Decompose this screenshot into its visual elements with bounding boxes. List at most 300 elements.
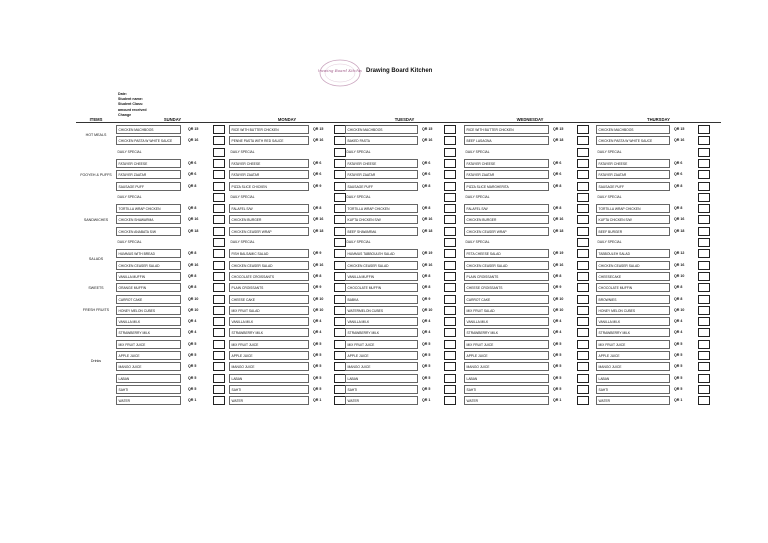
menu-item-name: APPLE JUICE (345, 351, 418, 360)
day-header-thursday (596, 117, 721, 123)
page-title: Drawing Board Kitchen (366, 68, 433, 74)
order-checkbox[interactable] (213, 204, 225, 213)
menu-item-name: MIX FRUIT JUICE (229, 340, 309, 349)
order-checkbox[interactable] (213, 317, 225, 326)
order-checkbox[interactable] (577, 170, 589, 179)
menu-item-name: SAUSAGE PUFF (345, 182, 418, 191)
menu-item-name: CHICKEN CEASER SALAD (229, 261, 309, 270)
menu-item-name: KUFTA CHICKEN S/W (596, 215, 670, 224)
order-checkbox[interactable] (444, 227, 456, 236)
order-checkbox[interactable] (444, 396, 456, 405)
menu-item-price: QR 8 (674, 285, 683, 290)
menu-item-price: QR 16 (553, 217, 564, 222)
menu-item-name: CHEESE CROISSANTS (464, 283, 549, 292)
order-checkbox[interactable] (444, 295, 456, 304)
menu-item-name: WATER (345, 396, 418, 405)
order-checkbox[interactable] (698, 385, 710, 394)
category-label: SANDWICHES (83, 217, 109, 222)
order-checkbox[interactable] (577, 193, 589, 202)
menu-item-name: CHICKEN PASTA W WHITE SAUCE (596, 136, 670, 145)
menu-item-name: STRAWBERRY MILK (345, 328, 418, 337)
daily-special-label: DAILY SPECIAL (346, 240, 371, 244)
menu-item-price: QR 15 (422, 127, 433, 131)
menu-item-name: MIX FRUIT SALAD (229, 306, 309, 315)
menu-item-price: QR 18 (188, 228, 199, 233)
menu-item-price: QR 6 (674, 172, 683, 177)
menu-item-price: QR 16 (313, 138, 324, 143)
menu-item-price: QR 8 (313, 273, 322, 278)
menu-item-price: QR 6 (553, 172, 562, 177)
order-checkbox[interactable] (213, 351, 225, 360)
menu-item-price: QR 19 (553, 251, 564, 256)
menu-item-name: CHEESE CAKE (229, 295, 309, 304)
order-checkbox[interactable] (444, 148, 456, 157)
menu-item-name: CHEESECAKE (596, 272, 670, 281)
menu-item-name: FALAFEL S/W (229, 204, 309, 213)
menu-item-price: QR 16 (422, 217, 433, 222)
menu-item-price: QR 5 (188, 364, 197, 369)
order-checkbox[interactable] (577, 385, 589, 394)
menu-item-name: CHICKEN BURGER (464, 215, 549, 224)
menu-item-name: BAKED PASTA (345, 136, 418, 145)
order-checkbox[interactable] (444, 182, 456, 191)
menu-item-name: CHICKEN CEASER SALAD (596, 261, 670, 270)
order-checkbox[interactable] (213, 170, 225, 179)
menu-item-price: QR 16 (553, 262, 564, 267)
menu-item-price: QR 8 (674, 296, 683, 301)
menu-item-name: SAUSAGE PUFF (116, 182, 181, 191)
daily-special-label: DAILY SPECIAL (465, 194, 490, 199)
menu-item-price: QR 16 (422, 138, 433, 143)
order-checkbox[interactable] (213, 306, 225, 315)
order-checkbox[interactable] (577, 374, 589, 383)
menu-item-name: CHOCOLATE MUFFIN (345, 283, 418, 292)
menu-item-price: QR 8 (422, 206, 431, 211)
order-checkbox[interactable] (698, 125, 710, 134)
menu-item-price: QR 5 (188, 375, 197, 380)
order-checkbox[interactable] (334, 238, 346, 247)
menu-item-name: WATER (464, 396, 549, 405)
menu-item-name: VANILLA MILK (229, 317, 309, 326)
menu-item-price: QR 5 (188, 386, 197, 391)
menu-item-price: QR 10 (188, 307, 199, 312)
menu-item-price: QR 18 (674, 228, 685, 233)
order-checkbox[interactable] (698, 362, 710, 371)
menu-item-price: QR 15 (313, 127, 324, 131)
order-checkbox[interactable] (698, 148, 710, 157)
order-checkbox[interactable] (444, 159, 456, 168)
menu-item-price: QR 12 (674, 251, 685, 256)
menu-item-name: CHICKEN MACHBOOS (116, 125, 181, 134)
order-checkbox[interactable] (444, 317, 456, 326)
day-header-wednesday (464, 117, 596, 123)
menu-item-price: QR 9 (313, 285, 322, 290)
menu-item-price: QR 5 (313, 386, 322, 391)
menu-item-price: QR 6 (188, 172, 197, 177)
menu-item-name: SAUSAGE PUFF (596, 182, 670, 191)
menu-item-name: MIX FRUIT JUICE (345, 340, 418, 349)
order-checkbox[interactable] (444, 362, 456, 371)
order-checkbox[interactable] (698, 272, 710, 281)
order-checkbox[interactable] (577, 306, 589, 315)
day-header-label: SUNDAY (163, 117, 182, 122)
menu-item-name: CHICKEN MACHBOOS (596, 125, 670, 134)
menu-item-name: APPLE JUICE (229, 351, 309, 360)
menu-item-name: FATAYER CHEESE (116, 159, 181, 168)
order-checkbox[interactable] (213, 215, 225, 224)
daily-special-label: DAILY SPECIAL (117, 149, 142, 154)
menu-item-name: CHICKEN SHAWARMA (116, 215, 181, 224)
order-checkbox[interactable] (577, 148, 589, 157)
order-checkbox[interactable] (577, 340, 589, 349)
daily-special-label: DAILY SPECIAL (346, 194, 371, 199)
menu-item-price: QR 5 (188, 341, 197, 346)
order-checkbox[interactable] (334, 193, 346, 202)
menu-item-price: QR 9 (313, 251, 322, 256)
menu-item-name: PLAIN CROISSANTS (464, 272, 549, 281)
order-checkbox[interactable] (698, 249, 710, 258)
menu-item-price: QR 5 (553, 353, 562, 357)
menu-item-name: PIZZA SLICE MARGHERITA (464, 182, 549, 191)
items-header-label: ITEMS (89, 117, 103, 122)
menu-item-price: QR 15 (188, 127, 199, 131)
menu-item-name: VANILLA MILK (596, 317, 670, 326)
items-header (76, 117, 116, 123)
order-checkbox[interactable] (698, 170, 710, 179)
day-header-monday (229, 117, 345, 123)
menu-item-price: QR 8 (188, 273, 197, 278)
order-checkbox[interactable] (444, 306, 456, 315)
menu-item-name: FATAYER CHEESE (229, 159, 309, 168)
menu-item-price: QR 9 (422, 296, 431, 301)
menu-item-price: QR 4 (553, 319, 562, 324)
menu-item-name: FATAYER ZAATAR (116, 170, 181, 179)
menu-item-name: MANGO JUICE (116, 362, 181, 371)
menu-item-price: QR 15 (674, 127, 685, 131)
order-checkbox[interactable] (698, 328, 710, 337)
menu-item-price: QR 5 (422, 341, 431, 346)
menu-item-name: LABAN (596, 374, 670, 383)
order-checkbox[interactable] (213, 227, 225, 236)
category-label: FRESH FRUITS (82, 308, 110, 313)
menu-item-name: MIX FRUIT JUICE (116, 340, 181, 349)
order-checkbox[interactable] (577, 351, 589, 360)
menu-item-price: QR 5 (188, 353, 197, 357)
menu-item-name: LABAN (345, 374, 418, 383)
order-checkbox[interactable] (698, 306, 710, 315)
category-label: HOT MEALS (85, 133, 107, 138)
order-checkbox[interactable] (213, 148, 225, 157)
menu-item-name: VANILLA MILK (116, 317, 181, 326)
order-checkbox[interactable] (213, 238, 225, 247)
menu-item-price: QR 18 (313, 228, 324, 233)
menu-item-price: QR 5 (674, 375, 683, 380)
menu-item-price: QR 4 (553, 330, 562, 335)
order-checkbox[interactable] (444, 136, 456, 145)
menu-item-price: QR 6 (422, 172, 431, 177)
order-checkbox[interactable] (213, 136, 225, 145)
order-checkbox[interactable] (213, 159, 225, 168)
menu-item-price: QR 5 (674, 341, 683, 346)
menu-item-price: QR 4 (188, 319, 197, 324)
menu-item-name: PENNE PASTA WITH RED SAUCE (229, 136, 309, 145)
menu-item-name: CHOCOLATE CROISSANTS (229, 272, 309, 281)
order-checkbox[interactable] (213, 125, 225, 134)
menu-item-price: QR 1 (553, 398, 562, 403)
order-checkbox[interactable] (577, 272, 589, 281)
menu-item-price: QR 5 (422, 375, 431, 380)
menu-item-price: QR 8 (188, 183, 197, 188)
order-checkbox[interactable] (577, 249, 589, 258)
menu-item-price: QR 5 (553, 341, 562, 346)
menu-item-price: QR 8 (553, 183, 562, 188)
order-checkbox[interactable] (213, 385, 225, 394)
menu-item-price: QR 8 (188, 251, 197, 256)
category-label: Drinks (90, 359, 102, 364)
order-checkbox[interactable] (444, 340, 456, 349)
day-header-label: WEDNESDAY (516, 117, 544, 122)
daily-special-label: DAILY SPECIAL (465, 149, 490, 154)
order-checkbox[interactable] (444, 328, 456, 337)
menu-item-name: SAHTI (345, 385, 418, 394)
student-info-line: Change (118, 112, 132, 117)
menu-item-name: CHICKEN CEASER WRAP (464, 227, 549, 236)
menu-item-name: MANGO JUICE (229, 362, 309, 371)
menu-item-price: QR 8 (188, 206, 197, 211)
menu-item-name: TORTILLA WRAP CHICKEN (596, 204, 670, 213)
menu-item-name: VANILLA MUFFIN (345, 272, 418, 281)
menu-item-price: QR 10 (422, 307, 433, 312)
order-checkbox[interactable] (213, 362, 225, 371)
menu-item-price: QR 8 (674, 183, 683, 188)
student-info-line: Student Class: (118, 102, 144, 107)
order-checkbox[interactable] (577, 125, 589, 134)
day-header-label: TUESDAY (394, 117, 415, 122)
menu-item-price: QR 5 (553, 364, 562, 369)
menu-item-price: QR 16 (188, 138, 199, 143)
day-header-label: THURSDAY (647, 117, 670, 122)
order-checkbox[interactable] (444, 193, 456, 202)
menu-item-price: QR 5 (313, 375, 322, 380)
menu-item-name: SAHTI (464, 385, 549, 394)
day-header-sunday (116, 117, 229, 123)
menu-item-name: MIX FRUIT JUICE (596, 340, 670, 349)
order-checkbox[interactable] (577, 227, 589, 236)
daily-special-label: DAILY SPECIAL (597, 240, 622, 244)
order-checkbox[interactable] (444, 351, 456, 360)
menu-item-price: QR 16 (188, 217, 199, 222)
menu-item-price: QR 18 (553, 228, 564, 233)
menu-item-name: CHICKEN CEASER SALAD (345, 261, 418, 270)
menu-item-price: QR 6 (188, 160, 197, 165)
menu-item-price: QR 16 (313, 262, 324, 267)
order-checkbox[interactable] (444, 125, 456, 134)
menu-item-name: MANGO JUICE (596, 362, 670, 371)
order-checkbox[interactable] (213, 272, 225, 281)
order-checkbox[interactable] (334, 148, 346, 157)
daily-special-label: DAILY SPECIAL (597, 149, 622, 154)
daily-special-label: DAILY SPECIAL (117, 240, 142, 244)
menu-item-price: QR 16 (188, 262, 199, 267)
order-checkbox[interactable] (444, 170, 456, 179)
order-checkbox[interactable] (444, 249, 456, 258)
menu-item-name: APPLE JUICE (464, 351, 549, 360)
menu-item-price: QR 19 (422, 251, 433, 256)
menu-item-price: QR 9 (553, 285, 562, 290)
category-label: FOOYEH & PUFFS (80, 172, 112, 177)
order-checkbox[interactable] (577, 396, 589, 405)
menu-item-name: LABAN (464, 374, 549, 383)
order-checkbox[interactable] (698, 238, 710, 247)
order-checkbox[interactable] (698, 227, 710, 236)
order-checkbox[interactable] (698, 261, 710, 270)
order-checkbox[interactable] (577, 295, 589, 304)
order-checkbox[interactable] (698, 396, 710, 405)
menu-item-price: QR 5 (313, 364, 322, 369)
menu-item-price: QR 6 (313, 172, 322, 177)
menu-item-price: QR 18 (553, 138, 564, 143)
order-checkbox[interactable] (698, 136, 710, 145)
order-checkbox[interactable] (577, 159, 589, 168)
menu-item-price: QR 16 (313, 217, 324, 222)
order-checkbox[interactable] (444, 374, 456, 383)
order-checkbox[interactable] (213, 295, 225, 304)
menu-item-name: MIX FRUIT SALAD (464, 306, 549, 315)
daily-special-label: DAILY SPECIAL (465, 240, 490, 244)
daily-special-label: DAILY SPECIAL (117, 194, 142, 199)
menu-table (76, 117, 721, 404)
order-checkbox[interactable] (698, 204, 710, 213)
order-checkbox[interactable] (577, 328, 589, 337)
menu-item-price: QR 5 (674, 353, 683, 357)
menu-item-name: FALAFEL S/W (464, 204, 549, 213)
menu-item-price: QR 6 (553, 160, 562, 165)
menu-item-name: STRAWBERRY MILK (596, 328, 670, 337)
menu-item-price: QR 5 (553, 375, 562, 380)
menu-item-price: QR 16 (674, 138, 685, 143)
menu-item-name: FATAYER CHEESE (345, 159, 418, 168)
order-checkbox[interactable] (444, 204, 456, 213)
menu-item-price: QR 18 (422, 228, 433, 233)
menu-item-name: SAHTI (116, 385, 181, 394)
menu-item-price: QR 5 (422, 386, 431, 391)
menu-item-name: FATAYER ZAATAR (596, 170, 670, 179)
menu-item-name: CARROT CAKE (116, 295, 181, 304)
menu-item-price: QR 16 (674, 262, 685, 267)
order-checkbox[interactable] (698, 159, 710, 168)
menu-item-name: BEEF BURGER (596, 227, 670, 236)
menu-item-name: HONEY MELON CUBES (596, 306, 670, 315)
order-checkbox[interactable] (213, 182, 225, 191)
menu-item-price: QR 10 (674, 307, 685, 312)
order-checkbox[interactable] (698, 283, 710, 292)
order-checkbox[interactable] (444, 238, 456, 247)
order-checkbox[interactable] (213, 374, 225, 383)
menu-item-name: BROWNIES (596, 295, 670, 304)
order-checkbox[interactable] (444, 272, 456, 281)
order-checkbox[interactable] (577, 283, 589, 292)
order-checkbox[interactable] (444, 385, 456, 394)
order-checkbox[interactable] (698, 317, 710, 326)
order-checkbox[interactable] (444, 215, 456, 224)
menu-item-name: FATAYER ZAATAR (345, 170, 418, 179)
order-checkbox[interactable] (577, 238, 589, 247)
order-checkbox[interactable] (213, 340, 225, 349)
order-checkbox[interactable] (577, 362, 589, 371)
order-checkbox[interactable] (698, 295, 710, 304)
order-checkbox[interactable] (698, 351, 710, 360)
menu-item-name: VANILLA MILK (345, 317, 418, 326)
menu-item-name: MANGO JUICE (345, 362, 418, 371)
menu-item-price: QR 8 (422, 285, 431, 290)
menu-item-price: QR 6 (674, 160, 683, 165)
student-info-line: Date: (118, 92, 127, 96)
menu-item-name: HONEY MELON CUBES (116, 306, 181, 315)
order-checkbox[interactable] (698, 374, 710, 383)
order-checkbox[interactable] (577, 136, 589, 145)
order-checkbox[interactable] (577, 317, 589, 326)
menu-item-name: FATAYER CHEESE (464, 159, 549, 168)
menu-item-price: QR 5 (674, 386, 683, 391)
order-checkbox[interactable] (577, 204, 589, 213)
student-info (118, 92, 147, 118)
logo-text-line1: Drawing Board Kitchen (318, 68, 362, 73)
order-checkbox[interactable] (698, 215, 710, 224)
menu-item-name: VANILLA MUFFIN (116, 272, 181, 281)
menu-item-price: QR 5 (313, 353, 322, 357)
menu-item-name: CHICKEN BURGER (229, 215, 309, 224)
order-checkbox[interactable] (577, 261, 589, 270)
menu-item-price: QR 1 (188, 398, 197, 403)
order-checkbox[interactable] (698, 182, 710, 191)
menu-item-price: QR 10 (313, 296, 324, 301)
menu-item-name: HUMMUS WITH BREAD (116, 249, 181, 258)
order-checkbox[interactable] (213, 261, 225, 270)
menu-item-name: CARROT CAKE (464, 295, 549, 304)
order-checkbox[interactable] (213, 193, 225, 202)
menu-item-name: CHICKEN CEASER WRAP (229, 227, 309, 236)
day-header-tuesday (345, 117, 464, 123)
menu-item-name: PIZZA SLICE CHICKEN (229, 182, 309, 191)
menu-item-name: CHICKEN CEASER SALAD (116, 261, 181, 270)
menu-item-price: QR 16 (422, 262, 433, 267)
order-checkbox[interactable] (213, 396, 225, 405)
menu-item-name: STRAWBERRY MILK (116, 328, 181, 337)
category-label: SALADS (88, 257, 104, 262)
menu-item-name: CHICKEN ANABATA S/W (116, 227, 181, 236)
menu-item-price: QR 4 (313, 330, 322, 335)
order-checkbox[interactable] (444, 283, 456, 292)
order-checkbox[interactable] (698, 340, 710, 349)
menu-item-name: BEEF SHAWARMA (345, 227, 418, 236)
menu-item-name: BABKA (345, 295, 418, 304)
menu-item-name: FETA CHEESE SALAD (464, 249, 549, 258)
menu-item-price: QR 6 (313, 160, 322, 165)
menu-item-price: QR 8 (553, 206, 562, 211)
menu-item-price: QR 8 (674, 206, 683, 211)
order-checkbox[interactable] (213, 328, 225, 337)
order-checkbox[interactable] (213, 283, 225, 292)
order-checkbox[interactable] (698, 193, 710, 202)
order-checkbox[interactable] (444, 261, 456, 270)
menu-item-price: QR 16 (674, 217, 685, 222)
menu-item-price: QR 9 (313, 183, 322, 188)
order-checkbox[interactable] (577, 182, 589, 191)
order-checkbox[interactable] (213, 249, 225, 258)
menu-item-price: QR 5 (674, 364, 683, 369)
order-checkbox[interactable] (577, 215, 589, 224)
day-header-label: MONDAY (277, 117, 297, 122)
